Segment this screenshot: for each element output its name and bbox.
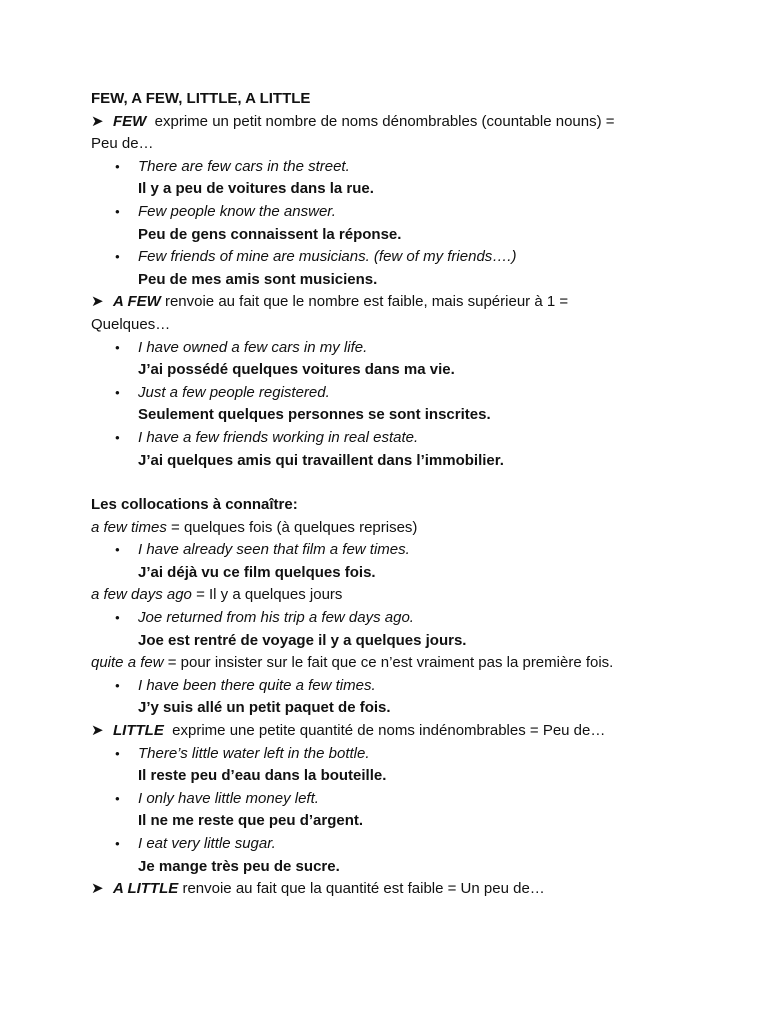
arrow-icon: ➤: [91, 293, 104, 311]
collocation-1: [91, 517, 728, 540]
collocation-example-en-1: • I have already seen that film a few times.: [91, 539, 728, 562]
a-few-definition-line2: Quelques…: [91, 315, 171, 333]
a-few-example-fr-3: J’ai quelques amis qui travaillent dans l’immobilier.: [138, 451, 504, 469]
collocation-example-en-3: • I have been there quite a few times.: [91, 675, 728, 698]
collocation-meaning-1: = quelques fois (à quelques reprises): [166, 518, 418, 536]
few-example-en-1: • There are few cars in the street.: [91, 156, 728, 179]
spacer: [91, 472, 728, 494]
collocation-meaning-3: = pour insister sur le fait que ce n’est vraiment pas la première fois.: [163, 654, 614, 672]
few-definition-line1: exprime un petit nombre de noms dénombrables (countable nouns) =: [154, 112, 615, 130]
a-few-example-en-3: • I have a few friends working in real estate.: [91, 427, 728, 450]
little-key: LITTLE: [113, 722, 164, 740]
few-example-fr-2: Peu de gens connaissent la réponse.: [138, 225, 402, 243]
a-little-key: A LITTLE: [113, 880, 179, 898]
collocation-term-3: quite a few: [91, 654, 164, 672]
collocation-term-2: a few days ago: [91, 586, 192, 604]
few-example-fr-1: Il y a peu de voitures dans la rue.: [138, 180, 374, 198]
few-example-en-3: • Few friends of mine are musicians. (few of my friends….): [91, 246, 728, 269]
collocation-example-fr-1: J’ai déjà vu ce film quelques fois.: [138, 563, 376, 581]
arrow-icon: ➤: [91, 880, 104, 898]
few-key: FEW: [113, 112, 147, 130]
little-example-fr-1: Il reste peu d’eau dans la bouteille.: [138, 767, 387, 785]
collocation-example-fr-2: Joe est rentré de voyage il y a quelques jours.: [138, 631, 467, 649]
a-few-example-en-2: • Just a few people registered.: [91, 382, 728, 405]
little-example-fr-2: Il ne me reste que peu d’argent.: [138, 812, 364, 830]
little-example-fr-3: Je mange très peu de sucre.: [138, 857, 340, 875]
a-few-key: A FEW: [113, 293, 161, 311]
a-few-definition-line1: renvoie au fait que le nombre est faible, mais supérieur à 1 =: [164, 293, 569, 311]
collocation-2: [91, 584, 728, 607]
a-few-example-fr-1: J’ai possédé quelques voitures dans ma vie.: [138, 361, 455, 379]
little-example-en-3: • I eat very little sugar.: [91, 833, 728, 856]
section-a-few-definition: [91, 291, 728, 314]
section-few-definition: [91, 111, 728, 134]
a-few-example-en-1: • I have owned a few cars in my life.: [91, 337, 728, 360]
few-definition-line2: Peu de…: [91, 135, 154, 153]
collocation-meaning-2: = Il y a quelques jours: [191, 586, 343, 604]
collocation-3: [91, 652, 728, 675]
a-little-definition-line1: renvoie au fait que la quantité est faible = Un peu de…: [182, 880, 545, 898]
little-example-en-1: • There’s little water left in the bottle.: [91, 743, 728, 766]
arrow-icon: ➤: [91, 722, 104, 740]
collocations-heading: Les collocations à connaître:: [91, 496, 298, 514]
collocation-term-1: a few times: [91, 518, 167, 536]
a-few-example-fr-2: Seulement quelques personnes se sont inscrites.: [138, 406, 491, 424]
section-a-little-definition: [91, 878, 728, 901]
little-definition-line1: exprime une petite quantité de noms indénombrables = Peu de…: [172, 722, 606, 740]
collocation-example-en-2: • Joe returned from his trip a few days ago.: [91, 607, 728, 630]
arrow-icon: ➤: [91, 112, 104, 130]
few-example-en-2: • Few people know the answer.: [91, 201, 728, 224]
little-example-en-2: • I only have little money left.: [91, 788, 728, 811]
section-little-definition: [91, 720, 728, 743]
few-example-fr-3: Peu de mes amis sont musiciens.: [138, 270, 378, 288]
page-title: FEW, A FEW, LITTLE, A LITTLE: [91, 90, 311, 107]
collocation-example-fr-3: J’y suis allé un petit paquet de fois.: [138, 699, 391, 717]
